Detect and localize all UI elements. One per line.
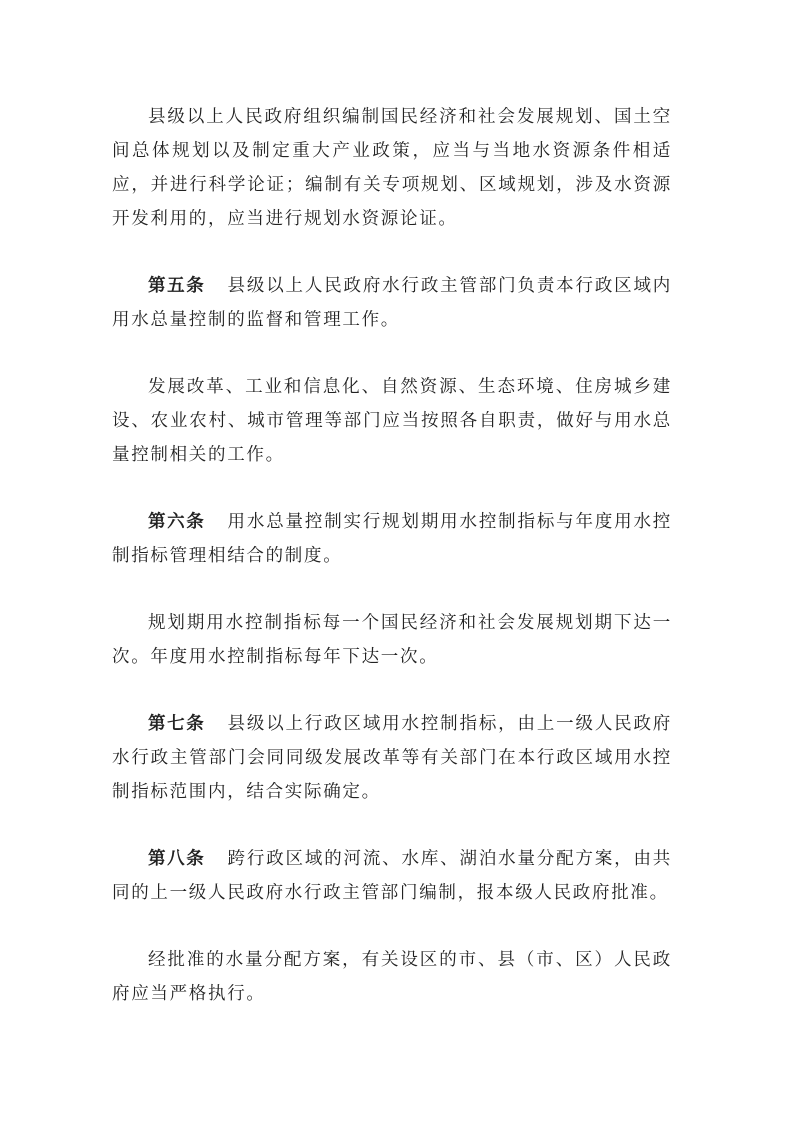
article-number: 第八条 bbox=[148, 849, 206, 869]
paragraph-text: 经批准的水量分配方案，有关设区的市、县（市、区）人民政府应当严格执行。 bbox=[112, 950, 672, 1004]
article-paragraph bbox=[112, 707, 672, 809]
paragraph bbox=[112, 370, 672, 472]
article-number: 第五条 bbox=[148, 276, 206, 296]
article-paragraph bbox=[112, 842, 672, 910]
paragraph-text: 县级以上人民政府水行政主管部门负责本行政区域内用水总量控制的监督和管理工作。 bbox=[112, 276, 673, 330]
paragraph bbox=[112, 100, 672, 236]
paragraph-text: 用水总量控制实行规划期用水控制指标与年度用水控制指标管理相结合的制度。 bbox=[112, 512, 673, 566]
article-number: 第七条 bbox=[148, 714, 206, 734]
paragraph bbox=[112, 943, 672, 1011]
article-paragraph bbox=[112, 505, 672, 573]
paragraph-text: 县级以上人民政府组织编制国民经济和社会发展规划、国土空间总体规划以及制定重大产业政策，应当与当地水资源条件相适应，并进行科学论证；编制有关专项规划、区域规划，涉及水资源开发利用的，应当进行规划水资源论证。 bbox=[112, 107, 672, 229]
article-number: 第六条 bbox=[148, 512, 206, 532]
paragraph-text: 县级以上行政区域用水控制指标，由上一级人民政府水行政主管部门会同同级发展改革等有关部门在本行政区域用水控制指标范围内，结合实际确定。 bbox=[112, 714, 673, 802]
document-body bbox=[112, 100, 672, 1044]
paragraph-text: 跨行政区域的河流、水库、湖泊水量分配方案，由共同的上一级人民政府水行政主管部门编制，报本级人民政府批准。 bbox=[112, 849, 673, 903]
paragraph-text: 发展改革、工业和信息化、自然资源、生态环境、住房城乡建设、农业农村、城市管理等部门应当按照各自职责，做好与用水总量控制相关的工作。 bbox=[112, 377, 672, 465]
paragraph-text: 规划期用水控制指标每一个国民经济和社会发展规划期下达一次。年度用水控制指标每年下达一次。 bbox=[112, 613, 672, 667]
paragraph bbox=[112, 606, 672, 674]
article-paragraph bbox=[112, 269, 672, 337]
